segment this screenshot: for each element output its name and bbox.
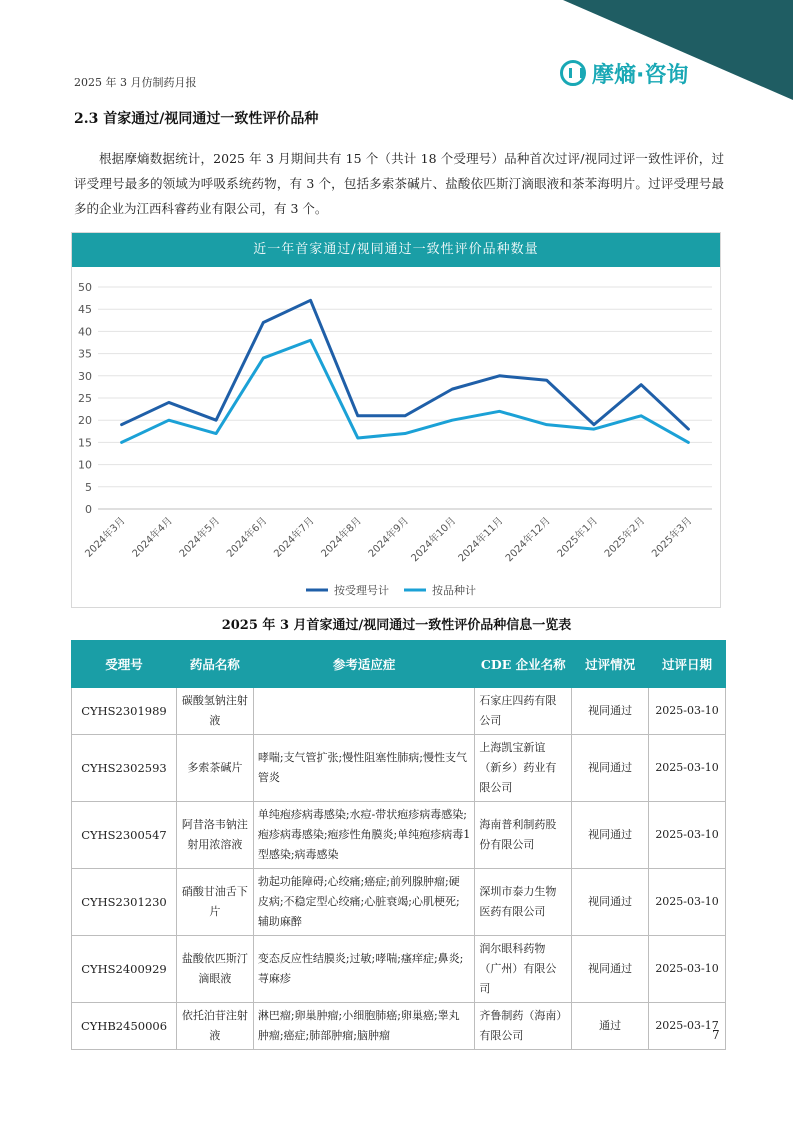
x-tick-label: 2024年10月 [409, 515, 459, 565]
table-cell: 勃起功能障碍;心绞痛;癌症;前列腺肿瘤;硬皮病;不稳定型心绞痛;心脏衰竭;心肌梗死;辅助麻醉 [253, 869, 475, 936]
y-tick-label: 45 [78, 303, 92, 317]
table-cell: 视同通过 [572, 802, 649, 869]
chart-container [71, 232, 721, 608]
table-cell: 视同通过 [572, 735, 649, 802]
table-cell: 视同通过 [572, 936, 649, 1003]
logo-icon [560, 60, 586, 86]
y-tick-label: 20 [78, 414, 92, 428]
table-row [72, 936, 726, 1003]
table-cell: CYHB2450006 [72, 1003, 177, 1050]
table-cell: 通过 [572, 1003, 649, 1050]
series-line [122, 300, 689, 429]
section-paragraph: 根据摩熵数据统计，2025 年 3 月期间共有 15 个（共计 18 个受理号）品种首次过评/视同过评一致性评价，过评受理号最多的领域为呼吸系统药物，有 3 个，包括多索茶碱片、盐酸依匹斯汀滴眼液和茶苯海明片。过评受理号最多的企业为江西科睿药业有限公司，有 3 个。 [74, 151, 724, 216]
x-tick-label: 2025年3月 [650, 515, 695, 560]
y-tick-label: 5 [85, 480, 92, 494]
legend-label: 按受理号计 [334, 584, 389, 597]
table-cell: 上海凯宝新谊（新乡）药业有限公司 [475, 735, 572, 802]
report-header: 2025 年 3 月仿制药月报 [74, 76, 197, 89]
table-cell: 2025-03-17 [649, 1003, 726, 1050]
table-cell: 2025-03-10 [649, 735, 726, 802]
y-tick-label: 25 [78, 392, 92, 405]
table-cell [253, 688, 475, 735]
x-tick-label: 2024年7月 [272, 515, 317, 560]
table-cell: 2025-03-10 [649, 802, 726, 869]
page-number: 7 [712, 1028, 720, 1042]
table-row [72, 1003, 726, 1050]
table-cell: 2025-03-10 [649, 688, 726, 735]
drug-info-table [71, 640, 726, 1050]
x-tick-label: 2025年2月 [602, 515, 648, 560]
table-header-cell: 参考适应症 [253, 641, 475, 688]
table-cell: 碳酸氢钠注射液 [176, 688, 253, 735]
table-cell: 多索茶碱片 [176, 735, 253, 802]
table-header-cell: 过评情况 [572, 641, 649, 688]
x-tick-label: 2024年3月 [83, 515, 128, 560]
table-cell: 齐鲁制药（海南）有限公司 [475, 1003, 572, 1050]
logo-text: 摩熵·咨询 [592, 62, 689, 88]
table-cell: 润尔眼科药物（广州）有限公司 [475, 936, 572, 1003]
table-row [72, 688, 726, 735]
x-tick-label: 2024年11月 [456, 515, 506, 565]
table-cell: CYHS2301989 [72, 688, 177, 735]
table-row [72, 802, 726, 869]
table-cell: 2025-03-10 [649, 936, 726, 1003]
x-tick-label: 2024年5月 [177, 515, 223, 560]
table-cell: 深圳市泰力生物医药有限公司 [475, 869, 572, 936]
section-title: 2.3 首家通过/视同通过一致性评价品种 [74, 111, 319, 127]
x-tick-label: 2024年12月 [503, 515, 553, 565]
table-title: 2025 年 3 月首家通过/视同通过一致性评价品种信息一览表 [221, 618, 572, 633]
y-tick-label: 15 [78, 436, 92, 450]
table-cell: 依托泊苷注射液 [176, 1003, 253, 1050]
table-cell: CYHS2302593 [72, 735, 177, 802]
x-tick-label: 2024年8月 [319, 515, 364, 560]
logo [560, 56, 688, 90]
y-tick-label: 50 [78, 281, 92, 294]
table-cell: 阿昔洛韦钠注射用浓溶液 [176, 802, 253, 869]
table-row [72, 869, 726, 936]
table-cell: 2025-03-10 [649, 869, 726, 936]
table-cell: 盐酸依匹斯汀滴眼液 [176, 936, 253, 1003]
table-header-cell: CDE 企业名称 [475, 641, 572, 688]
chart-title: 近一年首家通过/视同通过一致性评价品种数量 [72, 233, 720, 267]
line-chart [72, 267, 720, 607]
table-cell: 单纯疱疹病毒感染;水痘-带状疱疹病毒感染;疱疹病毒感染;疱疹性角膜炎;单纯疱疹病毒1型感染;病毒感染 [253, 802, 475, 869]
table-header-cell: 过评日期 [649, 641, 726, 688]
table-cell: 视同通过 [572, 688, 649, 735]
table-cell: CYHS2300547 [72, 802, 177, 869]
table-cell: 视同通过 [572, 869, 649, 936]
x-tick-label: 2024年9月 [366, 515, 412, 560]
table-cell: CYHS2400929 [72, 936, 177, 1003]
y-tick-label: 0 [85, 503, 92, 516]
x-tick-label: 2025年1月 [555, 515, 601, 560]
table-cell: 哮喘;支气管扩张;慢性阻塞性肺病;慢性支气管炎 [253, 735, 475, 802]
table-cell: CYHS2301230 [72, 869, 177, 936]
x-tick-label: 2024年6月 [225, 515, 270, 560]
legend-label: 按品种计 [432, 584, 476, 597]
table-header-cell: 药品名称 [176, 641, 253, 688]
table-header-row [72, 641, 726, 688]
table-cell: 海南普利制药股份有限公司 [475, 802, 572, 869]
table-cell: 硝酸甘油舌下片 [176, 869, 253, 936]
y-tick-label: 35 [78, 347, 92, 361]
y-tick-label: 10 [78, 458, 92, 472]
table-cell: 淋巴瘤;卵巢肿瘤;小细胞肺癌;卵巢癌;睾丸肿瘤;癌症;肺部肿瘤;脑肿瘤 [253, 1003, 475, 1050]
table-header-cell: 受理号 [72, 641, 177, 688]
table-cell: 石家庄四药有限公司 [475, 688, 572, 735]
x-tick-label: 2024年4月 [130, 515, 175, 560]
y-tick-label: 30 [78, 369, 92, 383]
table-cell: 变态反应性结膜炎;过敏;哮喘;瘙痒症;鼻炎;荨麻疹 [253, 936, 475, 1003]
series-line [122, 340, 689, 442]
table-row [72, 735, 726, 802]
y-tick-label: 40 [78, 325, 92, 339]
